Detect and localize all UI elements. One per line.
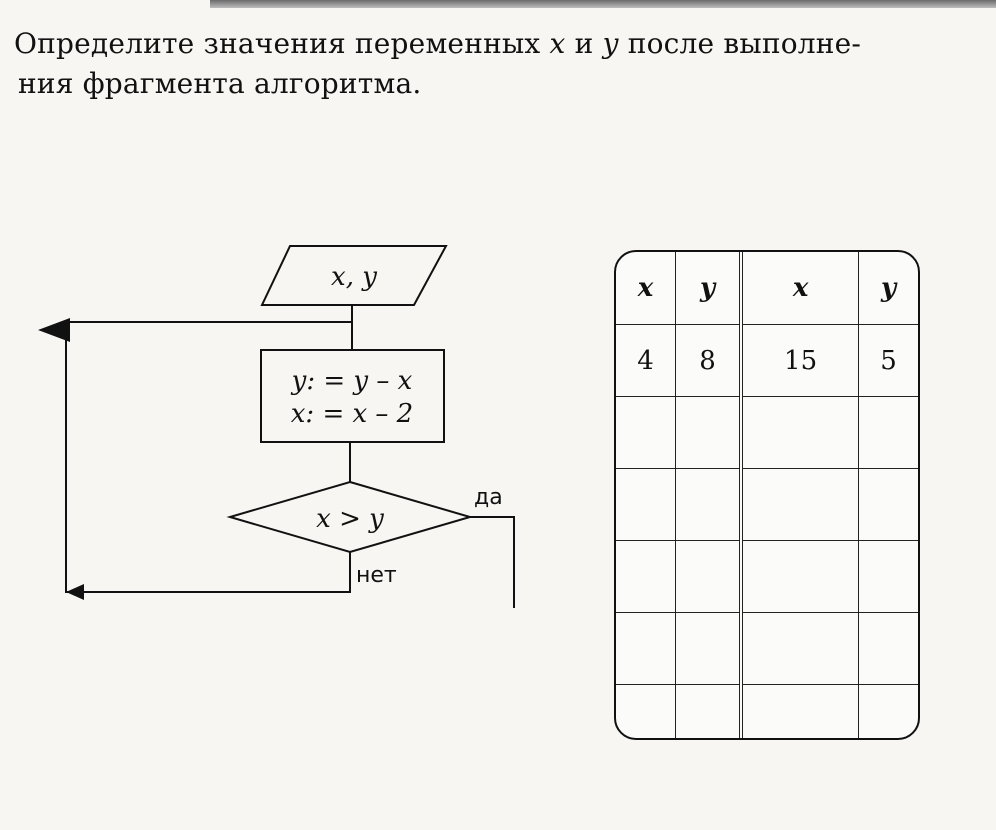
- task-text-part2: после выполне-: [618, 27, 862, 60]
- table-cell: [859, 469, 918, 541]
- table-cell: [616, 685, 675, 741]
- task-and: и: [565, 27, 603, 60]
- table-row: [616, 541, 918, 613]
- table-cell: [859, 397, 918, 469]
- table-row: [616, 613, 918, 685]
- table-cell: [616, 469, 675, 541]
- header-y-2: y: [859, 252, 918, 325]
- table-cell: [675, 541, 741, 613]
- input-text: x, y: [331, 262, 377, 292]
- task-line-2: ния фрагмента алгоритма.: [18, 67, 422, 100]
- table-cell: 5: [859, 325, 918, 397]
- table-cell: 4: [616, 325, 675, 397]
- trace-table-frame: [614, 250, 920, 740]
- table-cell: [741, 685, 858, 741]
- table-cell: [616, 541, 675, 613]
- table-row: [616, 685, 918, 741]
- header-x-1: x: [616, 252, 675, 325]
- table-cell: [859, 613, 918, 685]
- trace-table-header-row: [616, 252, 918, 325]
- table-row: [616, 397, 918, 469]
- table-cell: [859, 685, 918, 741]
- decision-text: x > y: [316, 504, 384, 534]
- yes-label: да: [474, 485, 503, 510]
- yes-branch-line: [470, 517, 514, 608]
- table-cell: [675, 613, 741, 685]
- process-line-2: x: = x – 2: [290, 399, 414, 429]
- process-line-1: y: = y – x: [291, 366, 413, 396]
- table-cell: 15: [741, 325, 858, 397]
- no-label: нет: [356, 563, 397, 588]
- table-cell: [741, 469, 858, 541]
- table-cell: [675, 469, 741, 541]
- table-cell: [616, 613, 675, 685]
- table-cell: [741, 397, 858, 469]
- table-cell: [675, 397, 741, 469]
- table-cell: 8: [675, 325, 741, 397]
- header-x-2: x: [741, 252, 858, 325]
- task-var-x: x: [549, 27, 566, 60]
- table-cell: [741, 613, 858, 685]
- header-y-1: y: [675, 252, 741, 325]
- table-cell: [675, 685, 741, 741]
- task-text-part1: Определите значения переменных: [14, 27, 550, 60]
- trace-table: [616, 252, 918, 740]
- table-cell: [616, 397, 675, 469]
- table-cell: [859, 541, 918, 613]
- loop-arrowhead-left: [66, 584, 84, 600]
- table-row: [616, 325, 918, 397]
- table-cell: [741, 541, 858, 613]
- task-var-y: y: [602, 27, 619, 60]
- table-row: [616, 469, 918, 541]
